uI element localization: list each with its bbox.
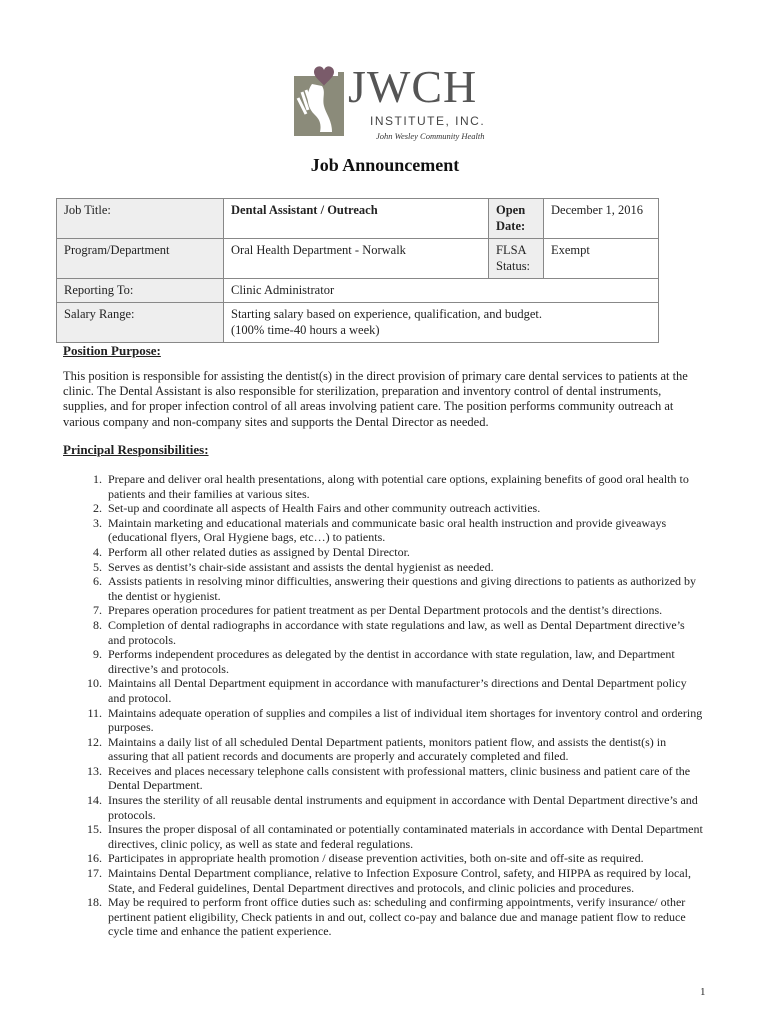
list-item-text: Insures the proper disposal of all contaminated or potentially contaminated materials in accordance with Dental Department directives, clinic policy, as well as state and federal regulations. [108,822,703,851]
list-item [87,895,704,939]
list-item-text: Assists patients in resolving minor difficulties, answering their questions and giving directions to patients as authorized by the dentist or hygienist. [108,574,697,603]
table-row [57,199,659,239]
position-purpose-heading: Position Purpose: [63,343,161,358]
list-item-text: Performs independent procedures as delegated by the dentist in accordance with state regulation, law, and Department directive’s and protocols. [108,647,675,676]
list-item-number: 7. [93,603,102,618]
list-item [93,574,704,603]
list-item-text: May be required to perform front office duties such as: scheduling and confirming appointments, verify insurance/ other pertinent patient eligibility, Check patients in and out, collect co-pay and balance due and manage patient flow to reduce cycle time and enhance the patient experience. [108,895,686,939]
list-item-text: Participates in appropriate health promotion / disease prevention activities, both on-site and off-site as required. [108,851,644,866]
list-item [93,544,704,560]
list-item [87,866,704,895]
list-item [93,559,704,575]
page-number: 1 [700,986,706,998]
list-item-text: Maintain marketing and educational materials and communicate basic oral health instruction and provide giveaways (educational flyers, Oral Hygiene bags, etc…) to patients. [108,515,667,545]
list-item-number: 3. [93,515,102,530]
list-item-number: 5. [93,559,102,574]
reporting-label: Reporting To: [57,279,224,303]
list-item-text: Maintains Dental Department compliance, relative to Infection Exposure Control, safety, and HIPPA as required by local, State, and Federal guidelines, Dental Department directives and protocols, and clinic policies and procedures. [108,866,691,895]
list-item-number: 16. [87,851,102,866]
list-item-number: 6. [93,574,102,589]
salary-value [224,303,659,343]
list-item-number: 4. [93,544,102,559]
list-item-number: 8. [93,617,102,632]
hands-heart-icon [292,62,352,140]
list-item-text: Maintains adequate operation of supplies and compiles a list of individual item shortages for inventory control and ordering purposes. [108,705,703,735]
list-item [87,793,704,822]
program-label: Program/Department [57,239,224,279]
jwch-logo [292,62,492,142]
list-item [93,515,704,545]
list-item [93,617,704,647]
list-item-number: 9. [93,647,102,662]
list-item-text: Maintains all Dental Department equipment in accordance with manufacturer’s directions and Dental Department policy and protocol. [108,676,687,705]
program-value: Oral Health Department - Norwalk [224,239,489,279]
list-item [87,822,704,851]
open-date-value: December 1, 2016 [544,199,659,239]
list-item [87,734,704,764]
list-item-text: Receives and places necessary telephone calls consistent with professional matters, clinic business and patient care of the Dental Department. [108,763,691,793]
list-item-number: 10. [87,676,102,691]
list-item-text: Prepares operation procedures for patient treatment as per Dental Department protocols and the dentist’s directions. [108,603,663,618]
logo-tagline: John Wesley Community Health [376,131,485,141]
flsa-label: FLSA Status: [489,239,544,279]
list-item [87,705,704,735]
list-item-number: 11. [87,705,102,720]
list-item-text: Set-up and coordinate all aspects of Health Fairs and other community outreach activities. [108,501,541,516]
list-item [93,603,704,618]
list-item-text: Completion of dental radiographs in accordance with state regulations and law, as well as Dental Department directive’s and protocols. [108,617,685,647]
list-item [87,763,704,793]
list-item [87,676,704,705]
responsibilities-list [87,472,704,939]
list-item-text: Prepare and deliver oral health presentations, along with potential care options, explaining benefits of good oral health to patients and their families at various sites. [108,472,689,501]
table-row [57,303,659,343]
open-date-label: Open Date: [489,199,544,239]
flsa-value: Exempt [544,239,659,279]
page-title: Job Announcement [310,155,460,175]
list-item-number: 18. [87,895,102,910]
list-item-text: Serves as dentist’s chair-side assistant and assists the dental hygienist as needed. [108,559,494,574]
list-item-text: Maintains a daily list of all scheduled Dental Department patients, monitors patient flow, and assists the dentist(s) in assuring that all patient records and documents are properly and accurately completed and filed. [108,734,667,764]
reporting-value: Clinic Administrator [224,279,659,303]
list-item-number: 15. [87,822,102,837]
list-item-number: 17. [87,866,102,881]
logo-institute: INSTITUTE, INC. [370,114,486,128]
list-item-number: 1. [93,472,102,486]
job-title-label: Job Title: [57,199,224,239]
job-details-table [56,198,659,343]
salary-line-2: (100% time-40 hours a week) [231,323,380,337]
logo-wordmark: JWCH [348,61,478,112]
salary-line-1: Starting salary based on experience, qualification, and budget. [231,307,543,321]
list-item-text: Insures the sterility of all reusable dental instruments and equipment in accordance with Dental Department directive’s and protocols. [108,793,698,822]
list-item-number: 2. [93,501,102,516]
table-row [57,279,659,303]
list-item-number: 13. [87,763,102,778]
position-purpose-text: This position is responsible for assisting the dentist(s) in the direct provision of primary care dental services to patients at the clinic. The Dental Assistant is also responsible for sterilization, preparation and inventory control of dental instruments, supplies, and for proper infection control of all areas involving patient care. The position performs community outreach at various company and non-company sites and supports the Dental Director as needed. [63,369,688,429]
job-title-value: Dental Assistant / Outreach [224,199,489,239]
responsibilities-heading: Principal Responsibilities: [63,442,209,457]
list-item [93,472,704,501]
list-item [93,501,704,516]
salary-label: Salary Range: [57,303,224,343]
table-row [57,239,659,279]
list-item-text: Perform all other related duties as assigned by Dental Director. [108,544,410,559]
list-item-number: 12. [87,734,102,749]
list-item [87,851,704,866]
list-item [93,647,704,676]
list-item-number: 14. [87,793,102,808]
